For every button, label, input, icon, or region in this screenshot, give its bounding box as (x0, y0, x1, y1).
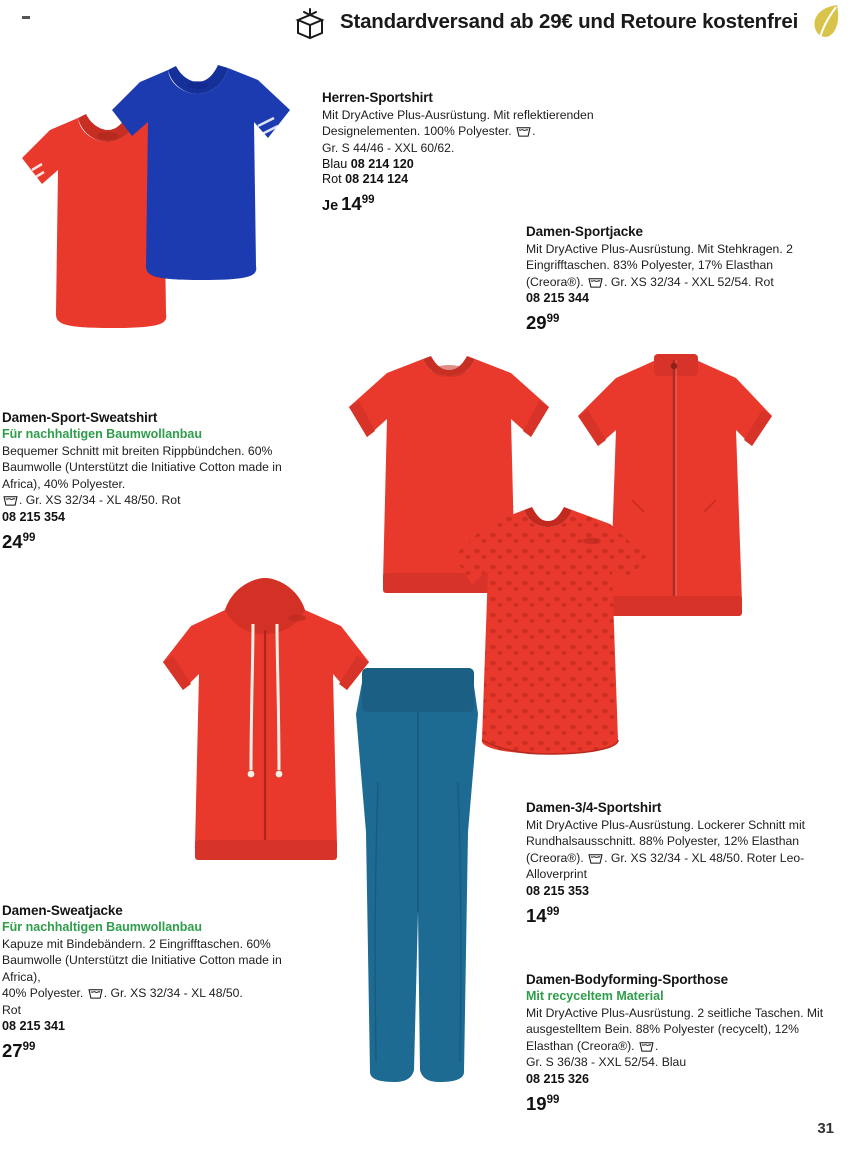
product-price (2, 1040, 302, 1062)
product-title: Damen-Sweatjacke (2, 903, 123, 918)
product-title: Damen-3/4-Sportshirt (526, 800, 662, 815)
price-cents: 99 (361, 194, 375, 207)
product-description (322, 107, 632, 156)
wash-dot: . (654, 1038, 659, 1053)
product-description-text: Mit DryActive Plus-Ausrüstung. 2 seitliche Taschen. Mit ausgestelltem Bein. 88% Polyester (recycelt), 12% Elasthan (Creora®). (526, 1006, 824, 1053)
product-description-text: Bequemer Schnitt mit breiten Rippbündchen. 60% Baumwolle (Unterstützt die Initiative Cotton made in Africa), 40% Polyester. (2, 444, 282, 491)
eco-label: Mit recyceltem Material (526, 989, 664, 1003)
product-color: Rot (2, 1002, 21, 1017)
product-sizes: Gr. S 44/46 - XXL 60/62. (322, 140, 455, 155)
wash-care-icon (588, 852, 603, 864)
price-euro: 14 (526, 904, 547, 926)
product-title: Damen-Sport-Sweatshirt (2, 410, 158, 425)
price-cents: 99 (546, 313, 560, 326)
product-block-damen-sweatjacke (2, 903, 302, 1062)
product-image-damen-bodyforming-sporthose (318, 662, 518, 1102)
product-price (526, 1093, 826, 1115)
wash-care-icon (639, 1040, 654, 1052)
page-number: 31 (817, 1120, 834, 1137)
shipping-box-icon (290, 6, 330, 46)
price-euro: 14 (341, 193, 362, 215)
product-sizes: . Gr. XS 32/34 - XXL 52/54. Rot (604, 274, 774, 289)
product-description-dot: . (532, 124, 536, 139)
product-description (526, 817, 826, 883)
product-block-herren-sportshirt (322, 90, 632, 215)
eco-label: Für nachhaltigen Baumwollanbau (2, 427, 203, 441)
article-number: 08 215 344 (526, 291, 590, 306)
product-description (526, 1005, 826, 1071)
price-cents: 99 (22, 1040, 36, 1053)
wash-care-icon (88, 987, 103, 999)
product-sizes: Gr. S 36/38 - XXL 52/54. Blau (526, 1055, 687, 1070)
product-block-damen-bodyforming-sporthose (526, 972, 826, 1115)
product-block-damen-sport-sweatshirt (2, 410, 302, 553)
price-euro: 24 (2, 530, 23, 552)
page-header (0, 0, 850, 52)
article-number: 08 215 353 (526, 883, 590, 898)
product-description-text: Mit DryActive Plus-Ausrüstung. Mit reflektierenden Designelementen. 100% Polyester. (322, 108, 594, 139)
price-prefix: Je (322, 198, 339, 215)
article-number: 08 214 120 (350, 157, 414, 172)
price-euro: 29 (526, 312, 547, 334)
product-title: Damen-Sportjacke (526, 224, 643, 239)
product-description-text: Mit DryActive Plus-Ausrüstung. Lockerer Schnitt mit Rundhalsausschnitt. 88% Polyester, 12% Elasthan (Creora®). (526, 818, 806, 865)
price-euro: 19 (526, 1092, 547, 1114)
product-block-damen-34-sportshirt (526, 800, 826, 927)
product-image-herren-sportshirt-blau (98, 52, 308, 302)
product-variant-rot: Rot 08 214 124 (322, 172, 409, 187)
product-title: Damen-Bodyforming-Sporthose (526, 972, 729, 987)
product-variant-blau: Blau 08 214 120 (322, 157, 414, 172)
article-number: 08 214 124 (345, 172, 409, 187)
price-cents: 99 (546, 1093, 560, 1106)
product-description (526, 241, 826, 290)
wash-care-icon (588, 276, 603, 288)
price-euro: 27 (2, 1040, 23, 1062)
product-description (2, 443, 302, 509)
article-number: 08 215 326 (526, 1071, 590, 1086)
corner-mark (22, 16, 30, 19)
product-description (2, 936, 302, 1018)
product-description-text: Mit DryActive Plus-Ausrüstung. Mit Stehkragen. 2 Eingrifftaschen. 83% Polyester, 17% Elasthan (Creora®). (526, 242, 793, 289)
eco-label: Für nachhaltigen Baumwollanbau (2, 920, 203, 934)
wash-care-icon (516, 125, 531, 137)
product-description-text: Kapuze mit Bindebändern. 2 Eingrifftaschen. 60% Baumwolle (Unterstützt die Initiative Cotton made in Africa), (2, 937, 282, 984)
price-cents: 99 (22, 531, 36, 544)
product-price (526, 312, 826, 334)
wash-care-icon (3, 494, 18, 506)
product-sizes: . Gr. XS 32/34 - XL 48/50. Rot (2, 492, 302, 508)
product-price (2, 531, 302, 553)
article-number: 08 215 354 (2, 509, 66, 524)
article-number: 08 215 341 (2, 1019, 66, 1034)
product-block-damen-sportjacke (526, 224, 826, 334)
product-price (322, 193, 632, 215)
product-price (526, 905, 826, 927)
price-cents: 99 (546, 905, 560, 918)
product-sizes: 40% Polyester. . Gr. XS 32/34 - XL 48/50. (2, 986, 243, 1001)
shipping-banner-text: Standardversand ab 29€ und Retoure kostenfrei (340, 10, 799, 33)
product-sizes: . Gr. XS 32/34 - XL 48/50. Roter Leo-Alloverprint (526, 850, 805, 882)
leaf-icon (808, 2, 842, 46)
product-title: Herren-Sportshirt (322, 90, 433, 105)
